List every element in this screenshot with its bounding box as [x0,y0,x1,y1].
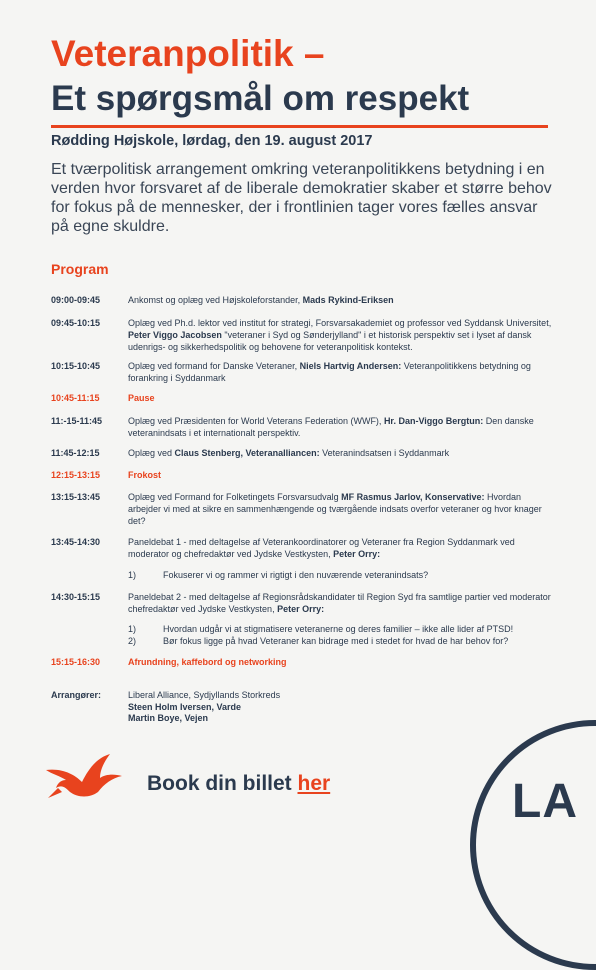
question-number: 1) [128,570,137,580]
program-desc-rest: "veteraner i Syd og Sønderjylland" i et historisk perspektiv set i lyset af dansk udenrigs- og sikkerhedspolitik og behovene for veteranpolitisk kontekst. [128,329,532,352]
program-heading: Program [51,261,109,277]
organizer-line: Steen Holm Iversen, Varde [128,701,242,712]
program-desc: Oplæg ved formand for Danske Veteraner, [128,361,300,371]
program-row [51,318,556,353]
program-time: 14:30-15:15 [51,592,101,602]
event-subtitle: Rødding Højskole, lørdag, den 19. august 2017 [51,133,373,149]
program-desc-rest: Hvordan arbejder vi med at sikre en sammenhængende og tværgående indsats overfor veteraner og hvor knager det? [128,492,542,526]
organizers-list [128,690,280,725]
program-desc-bold: MF Rasmus Jarlov, Konservative: [341,492,485,502]
program-time: 11:-15-11:45 [51,416,103,426]
program-row [51,592,556,616]
panel2-question [128,636,558,648]
panel1-question [128,570,558,582]
question-text: Bør fokus ligge på hvad Veteraner kan bidrage med i stedet for hvad de har behov for? [163,636,509,646]
question-text: Hvordan udgår vi at stigmatisere veteranerne og deres familier – ikke alle lider af PTSD! [163,624,514,634]
program-row [51,537,556,561]
page-title-line2: Et spørgsmål om respekt [51,79,470,118]
program-row [51,361,556,385]
question-text: Fokuserer vi og rammer vi rigtigt i den nuværende veteranindsats? [163,570,429,580]
program-desc-bold: Mads Rykind-Eriksen [302,295,394,305]
intro-paragraph: Et tværpolitisk arrangement omkring veteranpolitikkens betydning i en verden hvor forsvaret af de liberale demokratier skaber et større behov for fokus på de mennesker, der i frontlinien tager vores fælles ansvar på egne skuldre. [51,161,552,235]
organizers-label: Arrangører: [51,690,102,700]
program-time: 11:45-12:15 [51,448,100,458]
program-desc-rest: Den danske veteranindsats i et internationalt perspektiv. [128,416,534,438]
book-ticket-cta [147,772,330,796]
program-desc-bold: Niels Hartvig Andersen: [299,361,402,371]
program-desc: Oplæg ved Ph.d. lektor ved institut for strategi, Forsvarsakademiet og professor ved Syddansk Universitet, [128,318,552,328]
program-time: 13:15-13:45 [51,492,101,502]
program-desc: Paneldebat 2 - med deltagelse af Regionsrådskandidater til Region Syd fra samtlige partier ved moderator chefredaktør ved Jydske Vestkysten, [128,592,551,614]
program-row [51,295,556,307]
program-row-pause [51,393,556,405]
program-desc: Oplæg ved Formand for Folketingets Forsvarsudvalg [128,492,342,502]
book-ticket-link[interactable]: her [297,772,331,795]
program-desc-bold: Afrundning, kaffebord og networking [128,657,287,667]
panel2-question [128,624,558,636]
program-time: 10:15-10:45 [51,361,101,371]
swallow-bird-icon [44,748,124,800]
organizer-line: Liberal Alliance, Sydjyllands Storkreds [128,690,281,700]
program-desc: Ankomst og oplæg ved Højskoleforstander, [128,295,303,305]
book-ticket-text: Book din billet [147,772,298,795]
program-desc: Oplæg ved Præsidenten for World Veterans Federation (WWF), [128,416,384,426]
program-row [51,492,556,527]
question-number: 2) [128,636,137,646]
program-desc-rest: Veteranindsatsen i Syddanmark [319,448,450,458]
program-desc: Oplæg ved [128,448,175,458]
program-desc: Paneldebat 1 - med deltagelse af Veterankoordinatorer og Veteraner fra Region Syddanmark ved moderator og chefredaktør ved Jydske Vestkysten, [128,537,515,559]
program-time: 13:45-14:30 [51,537,101,547]
program-desc-bold: Claus Stenberg, Veteranalliancen: [174,448,320,458]
program-time: 09:00-09:45 [51,295,101,305]
program-row-lunch [51,470,556,482]
program-desc-bold: Peter Orry: [277,603,325,614]
la-logo-icon [470,720,596,970]
program-row-closing [51,657,556,669]
program-time: 09:45-10:15 [51,318,101,328]
question-number: 1) [128,624,137,634]
program-desc-rest: Veteranpolitikkens betydning og forankring i Syddanmark [128,361,531,383]
program-time: 15:15-16:30 [51,657,101,667]
program-time: 12:15-13:15 [51,470,101,480]
program-time: 10:45-11:15 [51,393,100,403]
la-logo-text: LA [512,775,578,828]
program-desc-bold: Peter Viggo Jacobsen [128,329,222,340]
program-desc-bold: Hr. Dan-Viggo Bergtun: [383,416,484,426]
organizer-line: Martin Boye, Vejen [128,713,209,723]
title-divider [51,125,548,128]
program-desc-bold: Pause [128,393,155,403]
program-desc-bold: Frokost [128,470,162,480]
program-desc-bold: Peter Orry: [333,548,381,559]
page-title-line1: Veteranpolitik – [51,33,325,74]
program-row [51,448,556,460]
program-row [51,416,556,440]
